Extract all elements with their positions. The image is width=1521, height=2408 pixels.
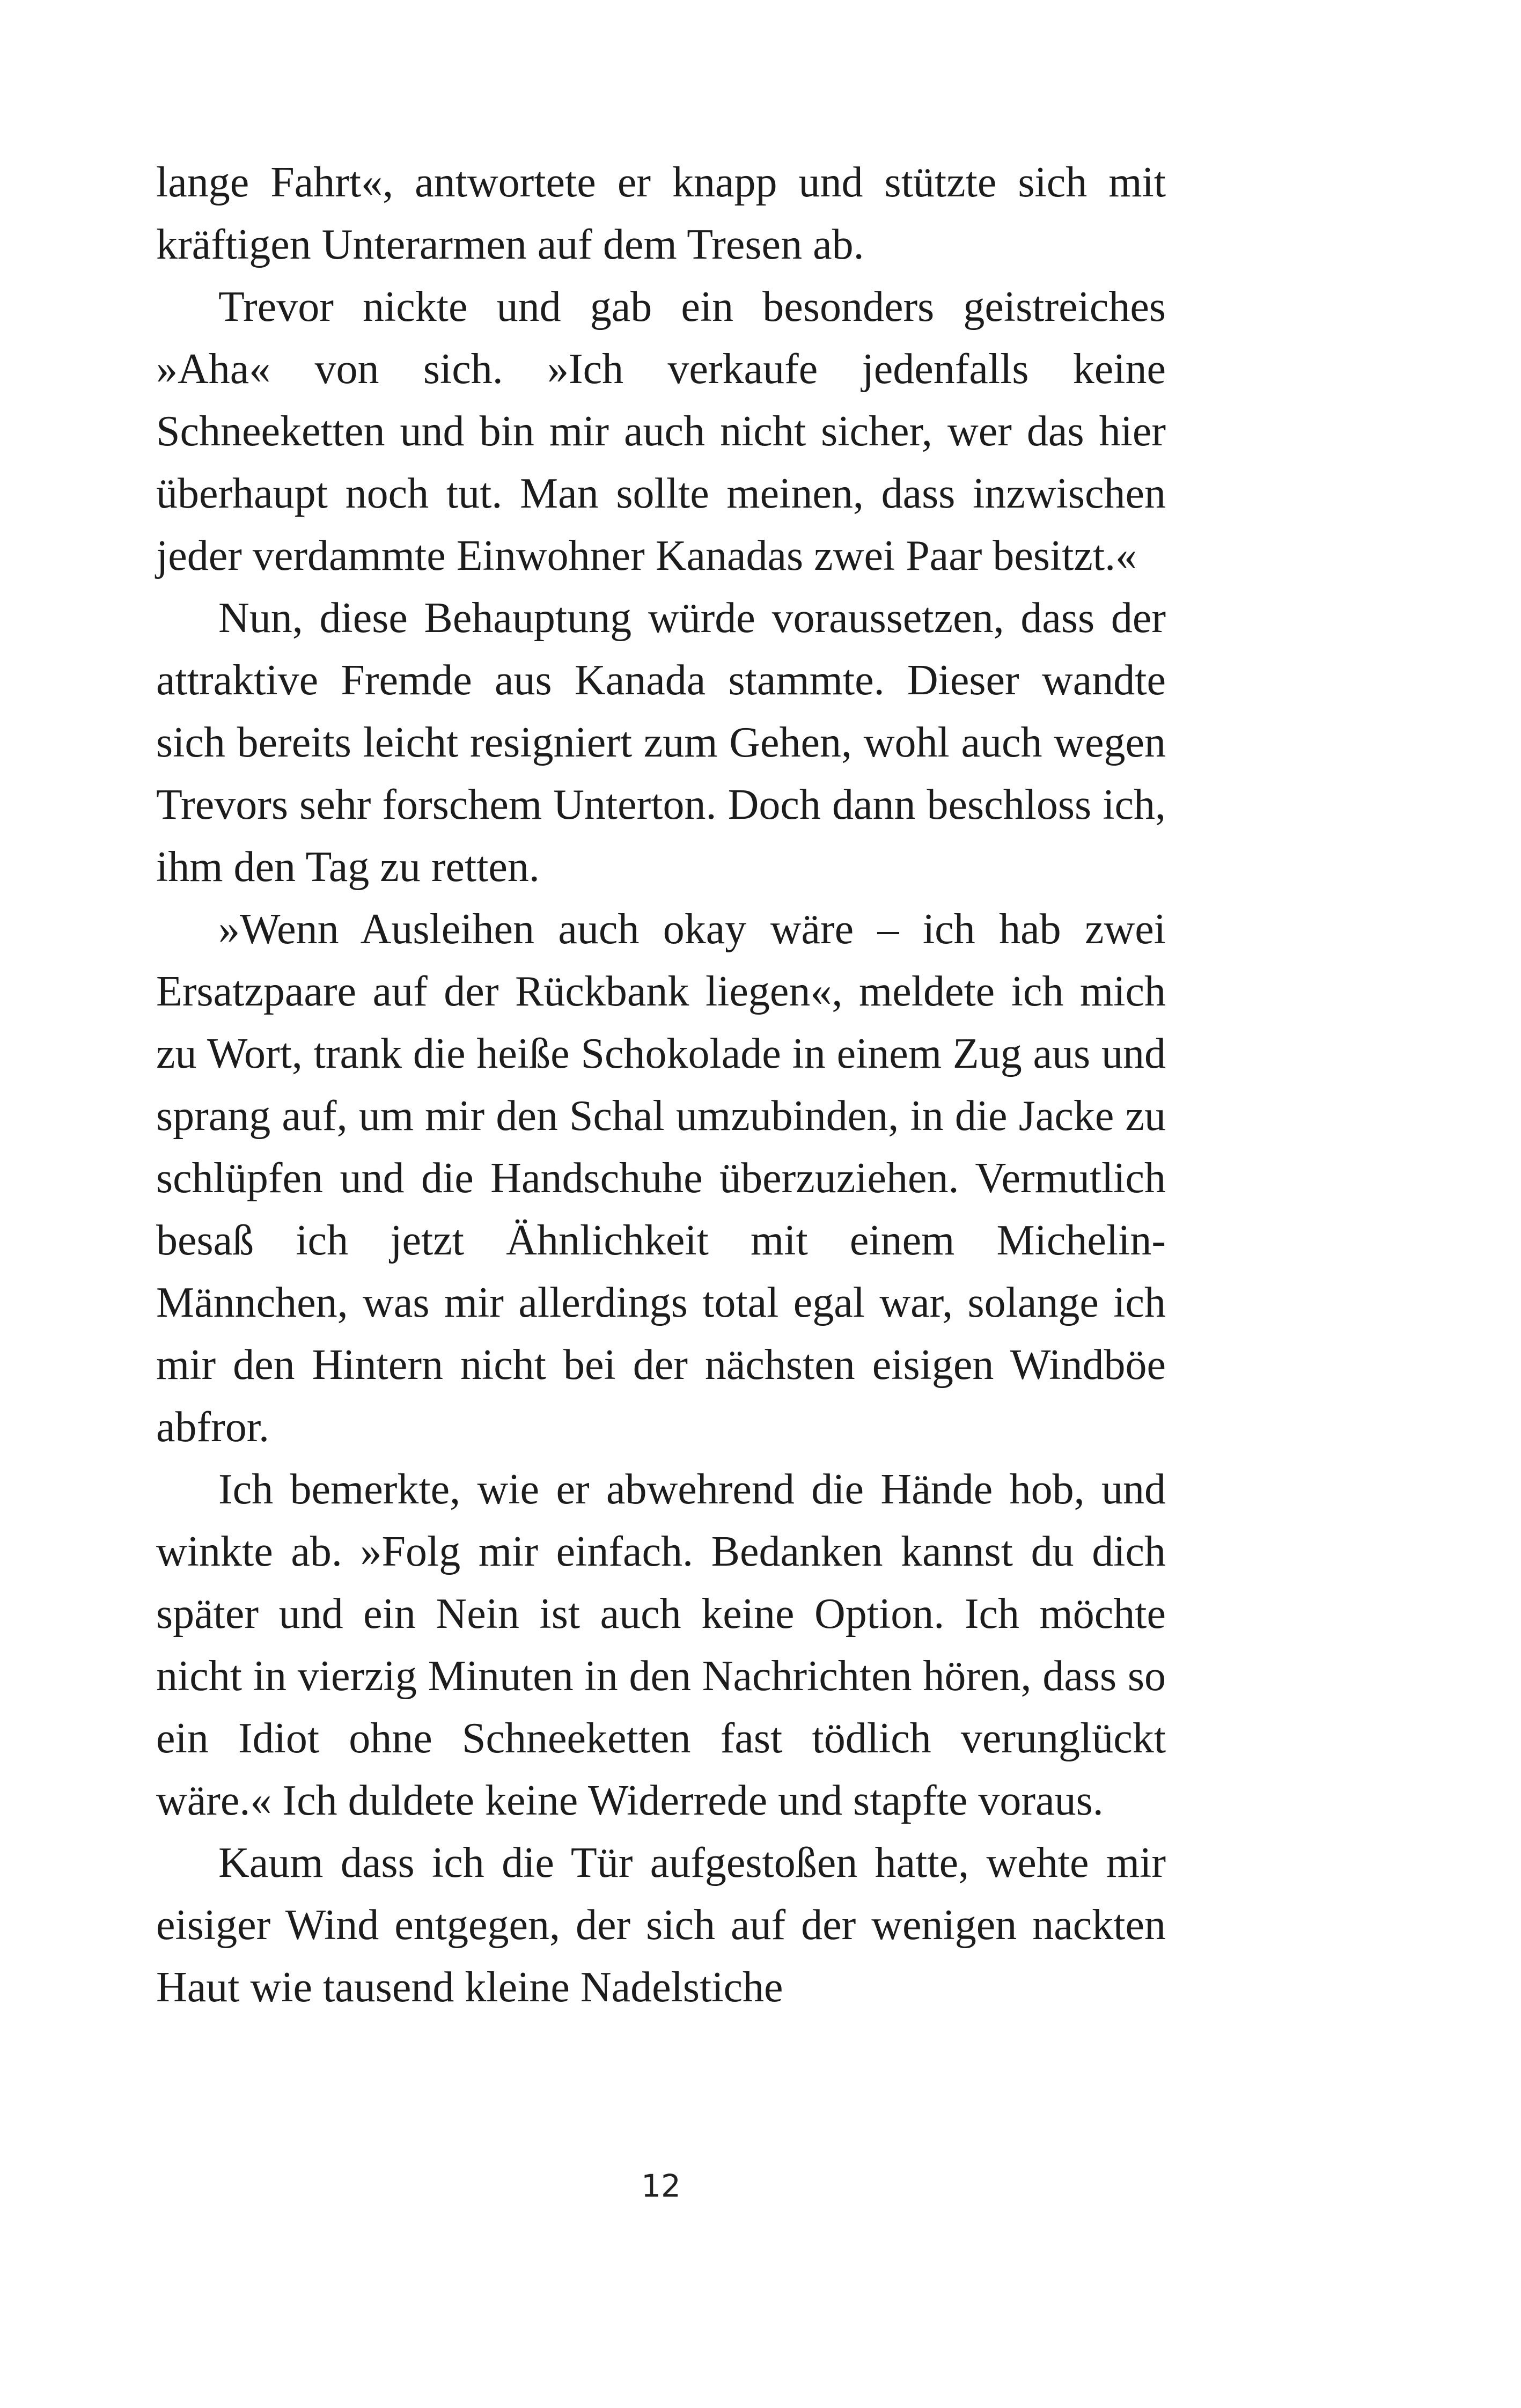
paragraph: Nun, diese Behauptung würde voraussetzen, dass der attraktive Fremde aus Kanada stammte. Dieser wandte sich bereits leicht resigniert zum Gehen, wohl auch wegen Trevors sehr forschem Unterton. Doch dann beschloss ich, ihm den Tag zu retten. [156,594,1166,891]
page-number: 12 [641,2168,681,2204]
paragraph: Kaum dass ich die Tür aufgestoßen hatte, wehte mir eisiger Wind entgegen, der sich auf der wenigen nackten Haut wie tausend kleine Nadelstiche [156,1839,1166,2011]
paragraph: »Wenn Ausleihen auch okay wäre – ich hab zwei Ersatzpaare auf der Rückbank liegen«, meldete ich mich zu Wort, trank die heiße Schokolade in einem Zug aus und sprang auf, um mir den Schal umzubinden, in die Jacke zu schlüpfen und die Handschuhe überzuziehen. Vermutlich besaß ich jetzt Ähnlichkeit mit einem Michelin-Männchen, was mir allerdings total egal war, solange ich mir den Hintern nicht bei der nächsten eisigen Windböe abfror. [156,906,1166,1451]
paragraph: Trevor nickte und gab ein besonders geistreiches »Aha« von sich. »Ich verkaufe jedenfalls keine Schneeketten und bin mir auch nicht sicher, wer das hier überhaupt noch tut. Man sollte meinen, dass inzwischen jeder verdammte Einwohner Kanadas zwei Paar besitzt.« [156,283,1166,579]
paragraph: Ich bemerkte, wie er abwehrend die Hände hob, und winkte ab. »Folg mir einfach. Bedanken kannst du dich später und ein Nein ist auch keine Option. Ich möchte nicht in vierzig Minuten in den Nachrichten hören, dass so ein Idiot ohne Schneeketten fast tödlich verunglückt wäre.« Ich duldete keine Widerrede und stapfte voraus. [156,1466,1166,1824]
body-text [156,151,1166,2018]
paragraph: lange Fahrt«, antwortete er knapp und stützte sich mit kräftigen Unterarmen auf dem Tresen ab. [156,159,1166,268]
